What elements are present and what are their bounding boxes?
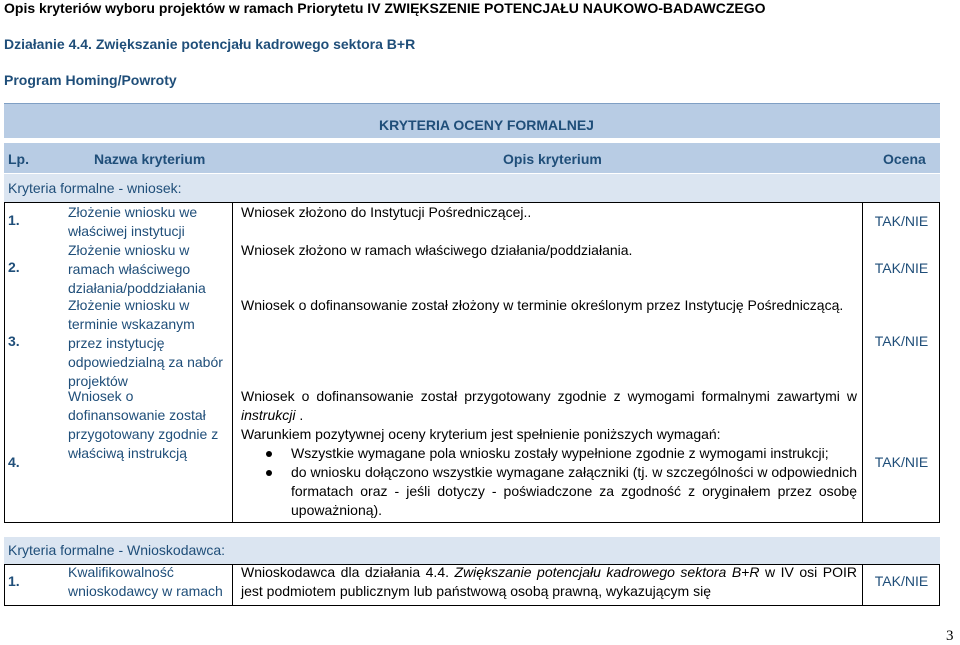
desc-text: Wniosek o dofinansowanie został przygotowany zgodnie z wymogami formalnymi zawartymi w xyxy=(241,388,857,404)
score-value: TAK/NIE xyxy=(874,573,929,589)
table-border xyxy=(4,605,940,606)
criterion-name: Wniosek o dofinansowanie został przygotowany zgodnie z właściwą instrukcją xyxy=(68,388,219,461)
list-item xyxy=(241,463,857,520)
col-score: Ocena xyxy=(883,151,926,167)
bullet-icon xyxy=(266,451,272,457)
criterion-name: Kwalifikowalność wnioskodawcy w ramach xyxy=(68,564,223,599)
row-number: 2. xyxy=(8,259,20,275)
list-item xyxy=(241,444,857,463)
score-value: TAK/NIE xyxy=(874,333,929,349)
table-border xyxy=(862,202,863,522)
score-value: TAK/NIE xyxy=(874,260,929,276)
table-border xyxy=(939,564,940,605)
row-number: 1. xyxy=(8,212,20,228)
bullet-icon xyxy=(266,470,272,476)
document-title: Opis kryteriów wyboru projektów w ramach Priorytetu IV ZWIĘKSZENIE POTENCJAŁU NAUKOWO-BADAWCZEGO xyxy=(4,0,766,16)
col-name: Nazwa kryterium xyxy=(94,151,206,167)
table-border xyxy=(4,202,5,522)
section1-title: Kryteria formalne - wniosek: xyxy=(8,180,182,196)
program-title: Program Homing/Powroty xyxy=(4,72,177,88)
col-lp: Lp. xyxy=(8,151,29,167)
score-value: TAK/NIE xyxy=(874,454,929,470)
section2-title: Kryteria formalne - Wnioskodawca: xyxy=(8,542,226,558)
page-number: 3 xyxy=(946,628,954,644)
requirements-list xyxy=(241,444,857,520)
row-number: 1. xyxy=(8,573,20,589)
criterion-description xyxy=(241,563,857,601)
desc-italic: instrukcji xyxy=(241,407,296,423)
score-value: TAK/NIE xyxy=(874,213,929,229)
desc-text: . xyxy=(295,407,304,423)
list-item-text: do wniosku dołączono wszystkie wymagane załączniki (tj. w szczególności w odpowiednich formatach oraz - jeśli dotyczy - poświadczone za zgodność z oryginałem przez osobę upoważnioną). xyxy=(291,464,857,518)
desc-text: w IV osi POIR jest podmiotem publicznym lub państwową osobą prawną, wykazującym się xyxy=(241,564,857,599)
table-border xyxy=(939,202,940,522)
table-border xyxy=(4,522,940,523)
criteria-title: KRYTERIA OCENY FORMALNEJ xyxy=(379,117,594,133)
criterion-name: Złożenie wniosku w terminie wskazanym przez instytucję odpowiedzialną za nabór projektów xyxy=(68,297,223,389)
criterion-description xyxy=(241,387,857,520)
criterion-description: Wniosek o dofinansowanie został złożony w terminie określonym przez Instytucję Pośredniczącą. xyxy=(241,297,844,313)
desc-italic: Zwiększanie potencjału kadrowego sektora B+R xyxy=(454,564,760,580)
table-border xyxy=(232,564,233,605)
table-border xyxy=(232,202,233,522)
desc-text: Wnioskodawca dla działania 4.4. xyxy=(241,564,455,580)
action-title: Działanie 4.4. Zwiększanie potencjału kadrowego sektora B+R xyxy=(4,36,416,52)
list-item-text: Wszystkie wymagane pola wniosku zostały wypełnione zgodnie z wymogami instrukcji; xyxy=(291,445,829,461)
criterion-description: Wniosek złożono w ramach właściwego działania/poddziałania. xyxy=(241,242,633,258)
row-number: 4. xyxy=(8,454,20,470)
col-desc: Opis kryterium xyxy=(503,151,602,167)
table-border xyxy=(862,564,863,605)
criterion-description: Wniosek złożono do Instytucji Pośredniczącej.. xyxy=(241,204,532,220)
table-border xyxy=(4,564,5,605)
row-number: 3. xyxy=(8,333,20,349)
criterion-name: Złożenie wniosku we właściwej instytucji xyxy=(68,204,198,239)
criterion-name: Złożenie wniosku w ramach właściwego działania/poddziałania xyxy=(68,242,206,296)
desc-requirements: Warunkiem pozytywnej oceny kryterium jest spełnienie poniższych wymagań: xyxy=(241,426,721,442)
